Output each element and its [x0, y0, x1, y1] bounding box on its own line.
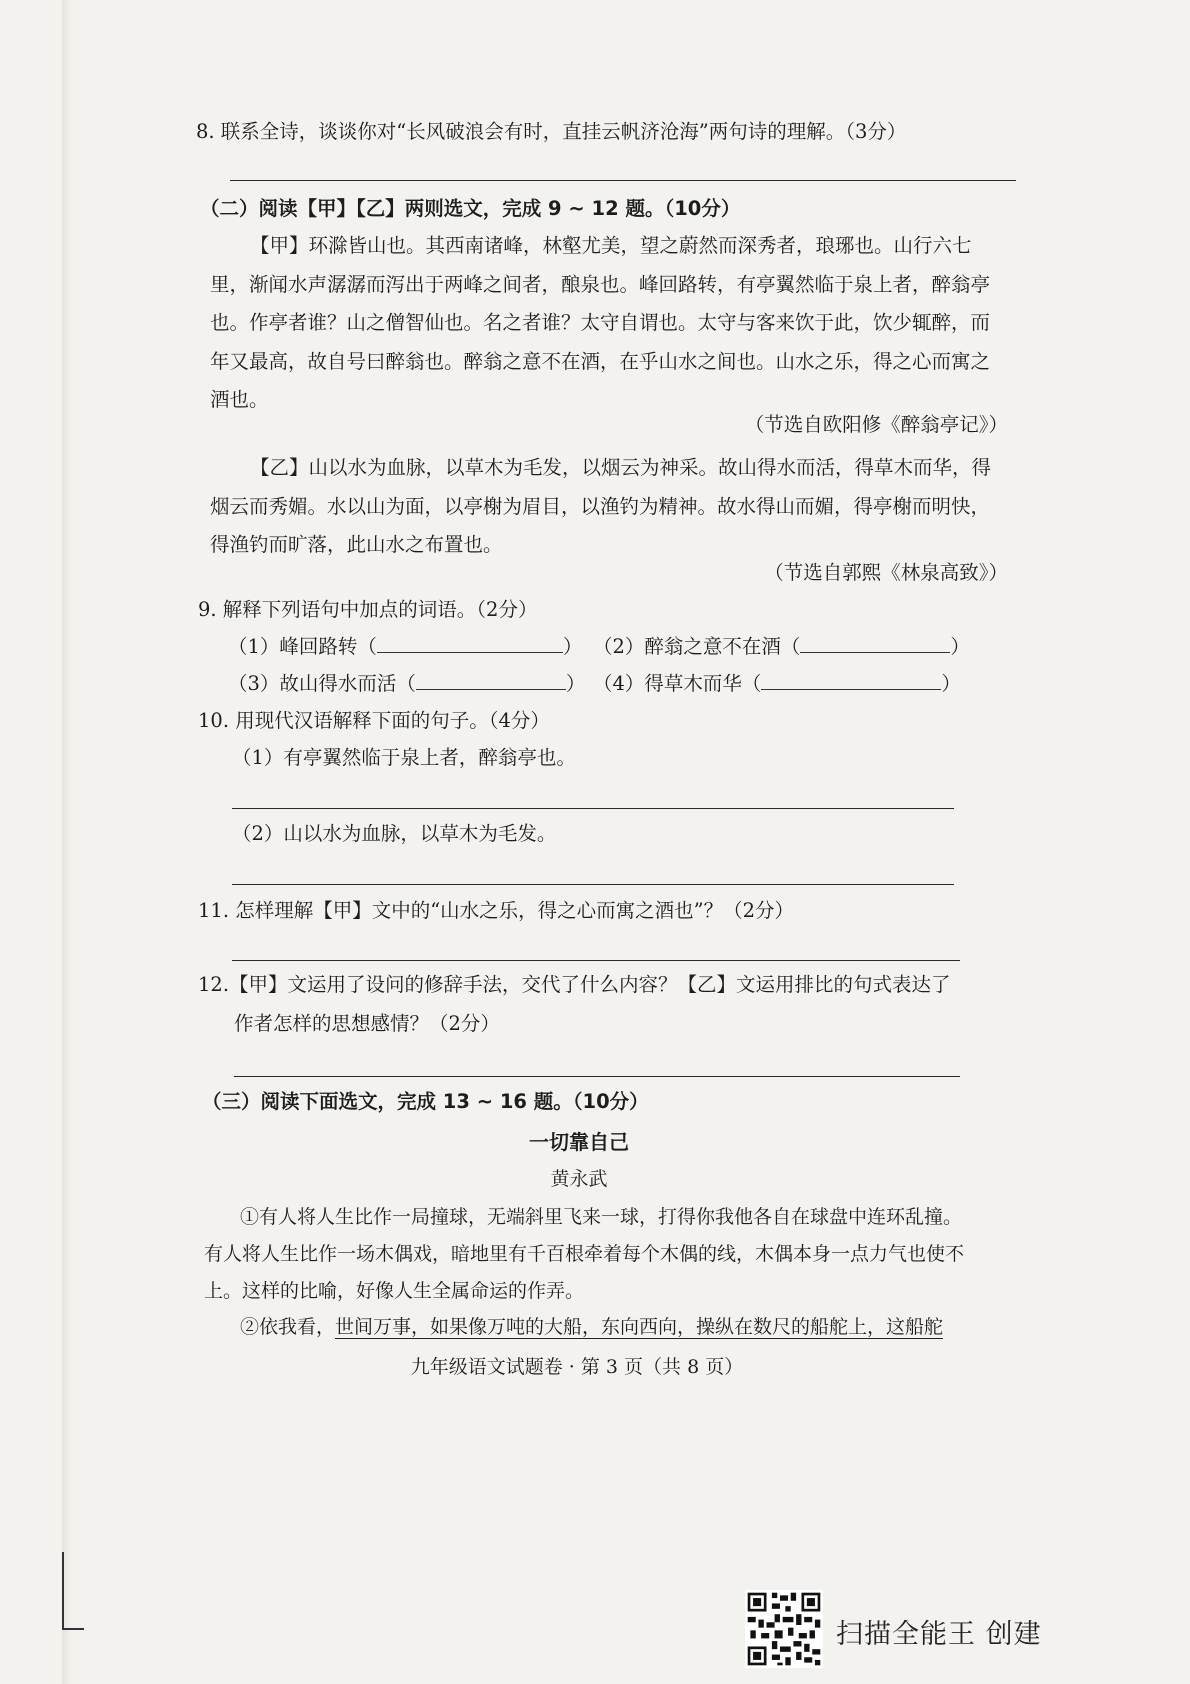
- answer-blank[interactable]: [800, 632, 950, 653]
- question-10-item-1: （1）有亭翼然临于泉上者，醉翁亭也。: [232, 746, 576, 769]
- page-footer: 九年级语文试题卷 · 第 3 页（共 8 页）: [410, 1356, 744, 1378]
- answer-blank[interactable]: [416, 669, 566, 690]
- question-9-item-4: [593, 669, 961, 698]
- question-11: 11. 怎样理解【甲】文中的“山水之乐，得之心而寓之酒也”？（2分）: [198, 899, 795, 922]
- answer-line: [232, 808, 954, 809]
- answer-line: [234, 1076, 960, 1077]
- question-12-line-2: 作者怎样的思想感情？（2分）: [234, 1012, 500, 1035]
- question-8: 8. 联系全诗，谈谈你对“长风破浪会有时，直挂云帆济沧海”两句诗的理解。（3分）: [196, 120, 907, 143]
- question-9-item-3: [228, 669, 585, 698]
- close-paren: ）: [562, 635, 583, 658]
- passage-yi-source: （节选自郭熙《林泉高致》）: [764, 561, 1008, 584]
- passage-jia: [210, 227, 1008, 420]
- paragraph-2-lead: ②依我看，: [240, 1316, 336, 1338]
- article-paragraph-1: [204, 1199, 974, 1310]
- article-author: 黄永武: [550, 1168, 608, 1190]
- passage-yi-text: 【乙】山以水为血脉，以草木为毛发，以烟云为神采。故山得水而活，得草木而华，得烟云而秀媚。水以山为面，以亭榭为眉目，以渔钓为精神。故水得山而媚，得亭榭而明快，得渔钓而旷落，此山水之布置也。: [210, 456, 992, 556]
- section-3-heading: （三）阅读下面选文，完成 13 ~ 16 题。（10分）: [202, 1090, 649, 1113]
- answer-line: [232, 960, 960, 961]
- section-2-heading: （二）阅读【甲】【乙】两则选文，完成 9 ~ 12 题。（10分）: [200, 197, 741, 220]
- article-paragraph-2: [240, 1313, 943, 1341]
- item-text: （3）故山得水而活（: [228, 672, 416, 695]
- answer-line: [230, 180, 1016, 181]
- page-edge: [62, 0, 72, 1684]
- question-9-item-1: [228, 632, 582, 661]
- close-paren: ）: [950, 635, 970, 658]
- answer-blank[interactable]: [377, 632, 563, 653]
- passage-jia-source: （节选自欧阳修《醉翁亭记》）: [744, 413, 1008, 436]
- item-text: （4）得草木而华（: [593, 672, 762, 695]
- close-paren: ）: [941, 672, 961, 695]
- close-paren: ）: [565, 672, 586, 695]
- scanner-watermark: 扫描全能王 创建: [836, 1619, 1042, 1650]
- question-10-stem: 10. 用现代汉语解释下面的句子。（4分）: [198, 709, 550, 732]
- qr-code-icon: [745, 1590, 823, 1668]
- article-paragraph-1-text: ①有人将人生比作一局撞球，无端斜里飞来一球，打得你我他各自在球盘中连环乱撞。有人将人生比作一场木偶戏，暗地里有千百根牵着每个木偶的线，木偶本身一点力气也使不上。这样的比喻，好像人生全属命运的作弄。: [204, 1206, 965, 1302]
- question-9-stem: 9. 解释下列语句中加点的词语。（2分）: [198, 598, 538, 621]
- binding-mark: [62, 1552, 84, 1630]
- answer-blank[interactable]: [761, 669, 941, 690]
- question-12-line-1: 12.【甲】文运用了设问的修辞手法，交代了什么内容？【乙】文运用排比的句式表达了: [198, 973, 951, 996]
- question-9-item-2: [593, 632, 970, 661]
- passage-yi: [210, 449, 1008, 565]
- answer-line: [232, 884, 954, 885]
- item-text: （1）峰回路转（: [228, 635, 377, 658]
- paragraph-2-underlined: 世间万事，如果像万吨的大船，东向西向，操纵在数尺的船舵上，这船舵: [335, 1316, 944, 1338]
- question-10-item-2: （2）山以水为血脉，以草木为毛发。: [232, 822, 557, 845]
- article-title: 一切靠自己: [529, 1130, 629, 1154]
- passage-jia-text: 【甲】环滁皆山也。其西南诸峰，林壑尤美，望之蔚然而深秀者，琅琊也。山行六七里，渐闻水声潺潺而泻出于两峰之间者，酿泉也。峰回路转，有亭翼然临于泉上者，醉翁亭也。作亭者谁？山之僧智仙也。名之者谁？太守自谓也。太守与客来饮于此，饮少辄醉，而年又最高，故自号曰醉翁也。醉翁之意不在酒，在乎山水之间也。山水之乐，得之心而寓之酒也。: [210, 234, 991, 411]
- item-text: （2）醉翁之意不在酒（: [593, 635, 801, 658]
